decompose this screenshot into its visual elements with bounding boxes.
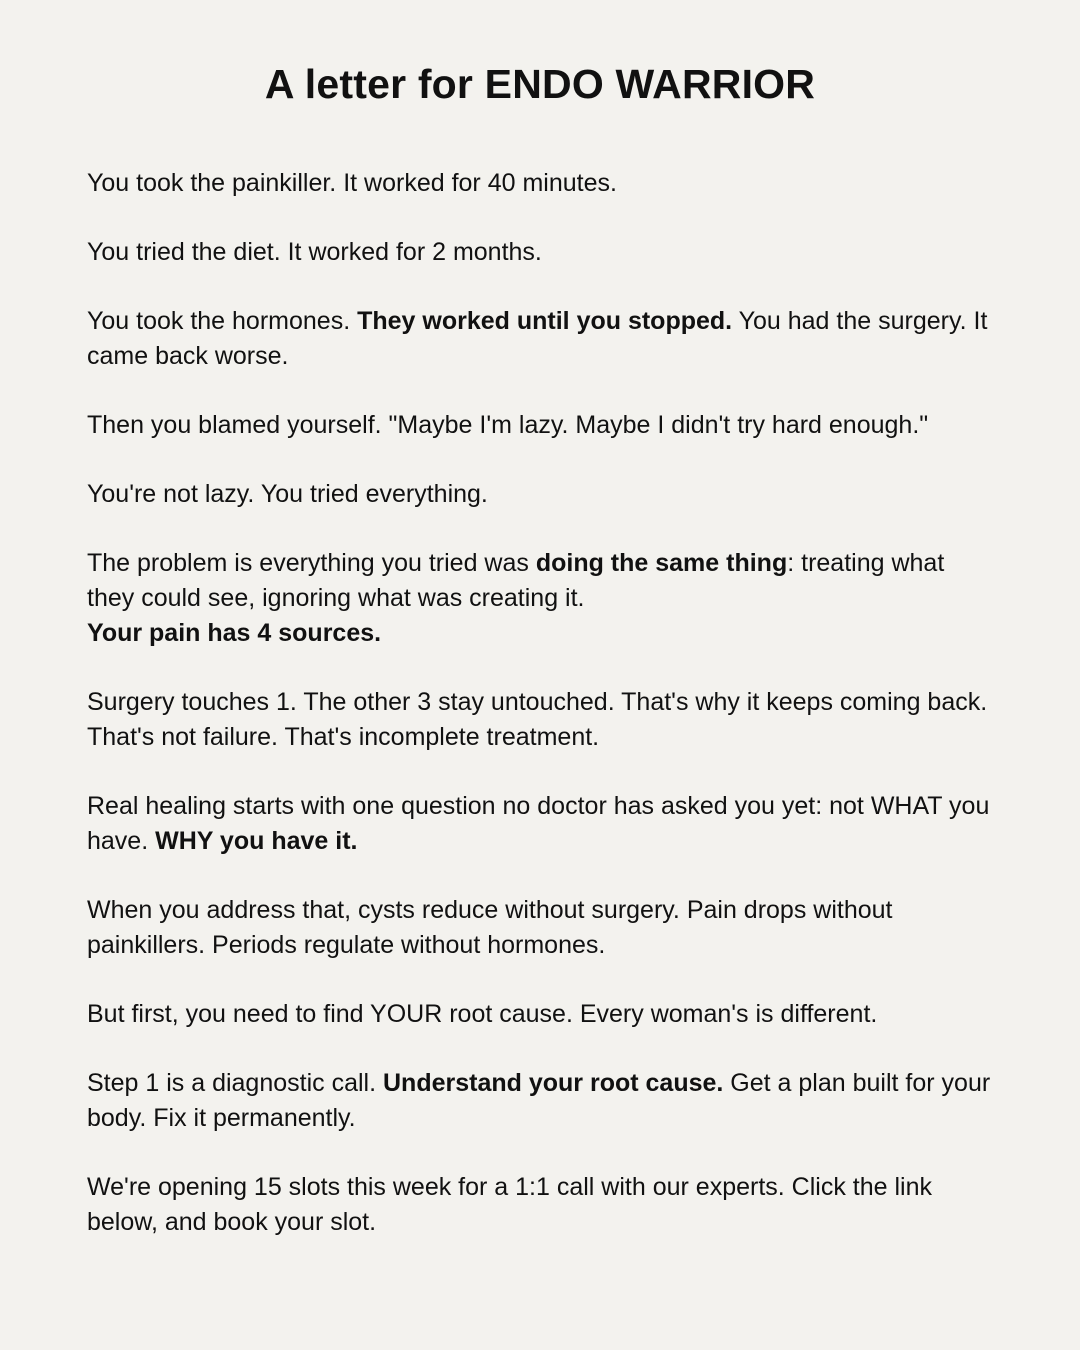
paragraph-blame: Then you blamed yourself. "Maybe I'm lazy. Maybe I didn't try hard enough." <box>87 411 929 439</box>
paragraph-real-healing <box>87 789 992 859</box>
paragraph-real-healing-text: Real healing starts with one question no doctor has asked you yet: not WHAT you have. <box>87 792 990 855</box>
paragraph-problem <box>87 546 992 616</box>
pain-sources-emphasis: Your pain has 4 sources. <box>87 619 382 647</box>
paragraph-problem-emphasis: doing the same thing <box>535 549 788 577</box>
page-title: A letter for ENDO WARRIOR <box>264 61 816 107</box>
paragraph-diet: You tried the diet. It worked for 2 months. <box>87 238 542 266</box>
paragraph-booking: We're opening 15 slots this week for a 1:1 call with our experts. Click the link below, and book your slot. <box>87 1173 932 1236</box>
paragraph-not-lazy: You're not lazy. You tried everything. <box>87 480 488 508</box>
paragraph-step-one-emphasis: Understand your root cause. <box>383 1069 724 1097</box>
paragraph-step-one <box>87 1066 992 1136</box>
paragraph-pain-sources <box>87 616 992 651</box>
paragraph-hormones-emphasis: They worked until you stopped. <box>357 307 733 335</box>
paragraph-real-healing-emphasis: WHY you have it. <box>155 827 358 855</box>
paragraph-step-one-text-end: Get a plan built for your body. Fix it permanently. <box>87 1069 991 1132</box>
paragraph-hormones-text-end: You had the surgery. It came back worse. <box>87 307 988 370</box>
paragraph-hormones <box>87 304 992 374</box>
paragraph-hormones-text-start: You took the hormones. <box>87 307 358 335</box>
paragraph-painkiller: You took the painkiller. It worked for 40 minutes. <box>87 169 617 197</box>
paragraph-step-one-text-start: Step 1 is a diagnostic call. <box>87 1069 383 1097</box>
paragraph-surgery: Surgery touches 1. The other 3 stay untouched. That's why it keeps coming back. That's not failure. That's incomplete treatment. <box>87 688 988 751</box>
letter-body <box>87 166 992 1274</box>
paragraph-problem-text-start: The problem is everything you tried was <box>87 549 536 577</box>
paragraph-address: When you address that, cysts reduce without surgery. Pain drops without painkillers. Periods regulate without hormones. <box>87 896 893 959</box>
paragraph-root-cause: But first, you need to find YOUR root cause. Every woman's is different. <box>87 1000 878 1028</box>
paragraph-problem-text-end: : treating what they could see, ignoring what was creating it. <box>87 549 945 612</box>
